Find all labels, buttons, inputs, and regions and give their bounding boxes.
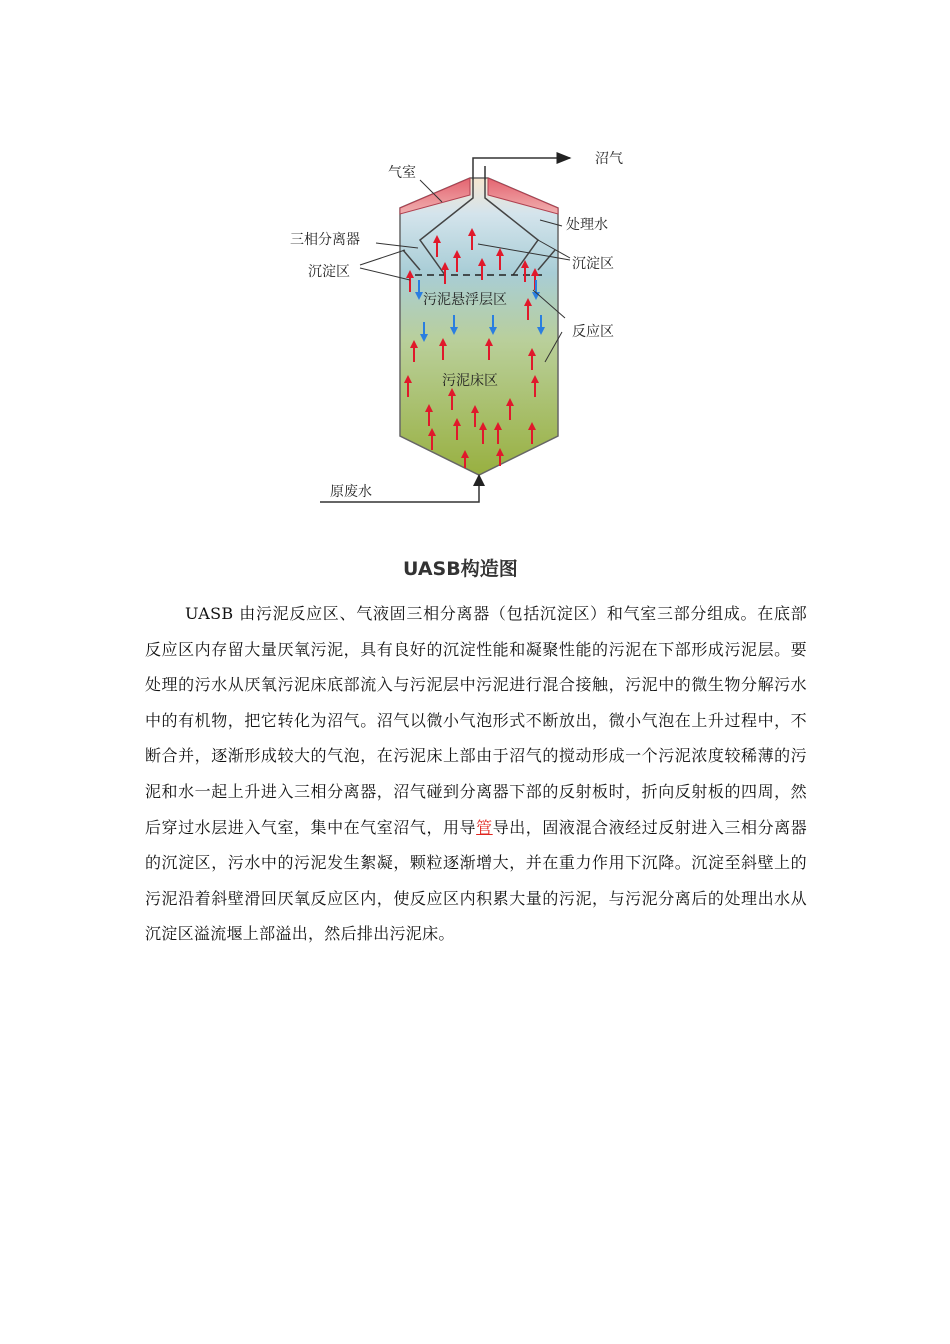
label-three-phase-separator: 三相分离器 (290, 232, 360, 248)
body-paragraph (145, 596, 807, 952)
pipe-link[interactable]: 管 (476, 817, 493, 837)
figure-caption: UASB构造图 (403, 558, 518, 580)
label-reaction-zone: 反应区 (572, 324, 614, 340)
label-sludge-suspension-zone: 污泥悬浮层区 (423, 292, 507, 308)
uasb-diagram-svg (270, 140, 690, 590)
label-settling-zone-left: 沉淀区 (308, 264, 350, 280)
label-treated-water: 处理水 (566, 217, 608, 233)
biogas-pipe (473, 158, 570, 180)
label-sludge-bed-zone: 污泥床区 (442, 373, 498, 389)
label-biogas: 沼气 (595, 151, 623, 167)
label-raw-wastewater: 原废水 (330, 484, 372, 500)
label-settling-zone-right: 沉淀区 (572, 256, 614, 272)
uasb-diagram (270, 140, 690, 590)
body-text-part1: UASB 由污泥反应区、气液固三相分离器（包括沉淀区）和气室三部分组成。在底部反应区内存留大量厌氧污泥，具有良好的沉淀性能和凝聚性能的污泥在下部形成污泥层。要处理的污水从厌氧污泥床底部流入与污泥层中污泥进行混合接触，污泥中的微生物分解污水中的有机物，把它转化为沼气。沼气以微小气泡形式不断放出，微小气泡在上升过程中，不断合并，逐渐形成较大的气泡，在污泥床上部由于沼气的搅动形成一个污泥浓度较稀薄的污泥和水一起上升进入三相分离器，沼气碰到分离器下部的反射板时，折向反射板的四周，然后穿过水层进入气室，集中在气室沼气，用导 (145, 604, 807, 837)
label-gas-room: 气室 (388, 165, 416, 181)
body-text-part2: 导出，固液混合液经过反射进入三相分离器的沉淀区，污水中的污泥发生絮凝，颗粒逐渐增大，并在重力作用下沉降。沉淀至斜壁上的污泥沿着斜壁滑回厌氧反应区内，使反应区内积累大量的污泥，与污泥分离后的处理出水从沉淀区溢流堰上部溢出，然后排出污泥床。 (145, 817, 807, 944)
